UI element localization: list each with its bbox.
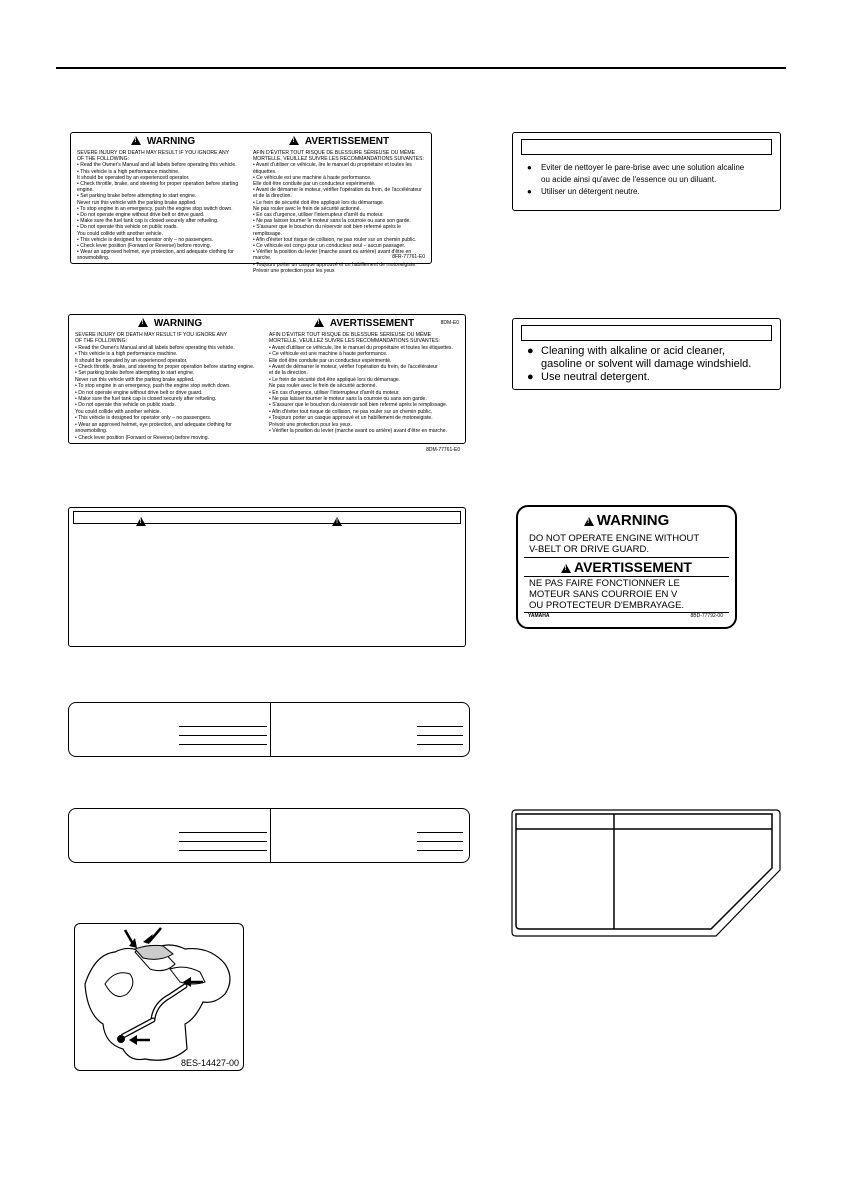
windshield-label-en [512, 318, 781, 390]
list-item: ● Eviter de nettoyer le pare-brise avec une solution alcaline ou acide ainsi qu'avec de l'essence ou un diluant. [527, 163, 745, 184]
warning-triangle-icon [584, 517, 594, 526]
blank-spec-label-1 [68, 702, 470, 757]
vbelt-warning-label [516, 505, 737, 629]
header-rule [56, 67, 786, 69]
label-1-avertissement-title: AVERTISSEMENT [304, 136, 390, 147]
label-header-bar [73, 511, 461, 524]
engine-illustration [75, 924, 243, 1070]
vbelt-avertissement-bar: !AVERTISSEMENT [524, 557, 729, 577]
warning-triangle-icon [289, 136, 299, 145]
blank-warning-label [68, 507, 466, 647]
blank-line [417, 744, 463, 745]
bullet-icon: ● [527, 163, 532, 172]
list-item: ● Use neutral detergent. [527, 371, 650, 383]
blank-line [417, 850, 463, 851]
label-1-body [75, 150, 427, 274]
column-divider [270, 703, 271, 756]
blank-spec-label-2 [68, 808, 470, 863]
warning-triangle-icon [332, 517, 342, 526]
warning-triangle-icon [131, 136, 141, 145]
blank-line [179, 744, 267, 745]
warning-label-1 [70, 132, 432, 274]
vbelt-part-code: 8BD-77792-00 [690, 613, 723, 619]
bullet-icon: ● [527, 187, 532, 196]
label-2-body [73, 332, 461, 441]
blank-line [179, 832, 267, 833]
warning-triangle-icon [314, 318, 324, 327]
vbelt-french-text: NE PAS FAIRE FONCTIONNER LE MOTEUR SANS COURROIE EN V OU PROTECTEUR D'EMBRAYAGE. [529, 578, 685, 611]
blank-line [179, 850, 267, 851]
bullet-icon: ● [527, 371, 534, 383]
warning-label-2 [68, 314, 466, 444]
blank-line [179, 841, 267, 842]
engine-figure [74, 923, 244, 1071]
label-2-top-code: 8DM-E0 [440, 320, 459, 326]
blank-line [417, 735, 463, 736]
label-1-part-code: 8FR-77761-E0 [392, 254, 425, 260]
label-2-english-text: SEVERE INJURY OR DEATH MAY RESULT IF YOU IGNORE ANY OF THE FOLLOWING: • Read the Owner's Manual and all labels before operating this vehicle. • This vehicle is a high performance machine. It should be operated by an experienced operator. • Check throttle, brake, and steering for proper operation before starting engine. • Set parking brake before attempting to start engine. Never run this vehicle with the parking brake applied. • To stop engine in an emergency, push the engine stop switch down. • Do not operate engine without drive belt or drive guard. • Make sure the fuel tank cap is closed securely after refueling. • Do not operate this vehicle on public roads. You could collide with another vehicle. • This vehicle is designed for operator only – no passengers. • Wear an approved helmet, eye protection, and adequate clothing for snowmobiling. • Check lever position (Forward or Reverse) before moving. [75, 332, 255, 441]
label-header-blank [521, 139, 772, 155]
blank-table-label [510, 808, 782, 940]
blank-line [417, 841, 463, 842]
windshield-fr-list [527, 162, 772, 198]
label-2-avertissement-title: AVERTISSEMENT [329, 318, 415, 329]
label-2-french-text: AFIN D'ÉVITER TOUT RISQUE DE BLESSURE SÉRIEUSE OU MÊME MORTELLE, VEUILLEZ SUIVRE LES RECOMMANDATIONS SUIVANTES: • Avant d'utiliser ce véhicule, lire le manuel du propriétaire et toutes les étiquettes. • Ce véhicule est une machine à haute performance. Elle doit être conduite par un conducteur expérimenté. • Avant de démarrer le moteur, vérifier l'opération du frein, de l'accélérateur et de la direction. • Le frein de sécurité doit être appliqué lors du démarrage. Ne pas rouler avec le frein de sécurité actionné. • En cas d'urgence, utiliser l'interrupteur d'arrêt du moteur. • Ne pas laisser tourner le moteur sans la courroie ou sans son garde. • S'assurer que le bouchon du réservoir soit bien refermé après le remplissage. • Afin d'éviter tout risque de collision, ne pas rouler sur un chemin public. • Toujours porter un casque approuvé et un habillement de motoneigiste. Prévoir une protection pour les yeux. • Vérifier la position du levier (marche avant ou arrière) avant d'être en marche. [269, 332, 453, 435]
label-1-warning-title: WARNING [146, 136, 196, 147]
label-header-blank [521, 325, 772, 341]
brand-logo: YAMAHA [528, 613, 550, 619]
blank-line [179, 726, 267, 727]
vbelt-english-text: DO NOT OPERATE ENGINE WITHOUT V-BELT OR DRIVE GUARD. [529, 533, 700, 555]
blank-line [417, 832, 463, 833]
blank-line [179, 735, 267, 736]
label-2-part-code: 8DM-77761-E0 [426, 447, 460, 453]
label-1-header [75, 136, 427, 148]
label-2-warning-title: WARNING [153, 318, 203, 329]
blank-line [417, 726, 463, 727]
windshield-label-fr [512, 132, 781, 211]
label-2-header [73, 318, 461, 330]
label-1-english-text: SEVERE INJURY OR DEATH MAY RESULT IF YOU IGNORE ANY OF THE FOLLOWING: • Read the Owner's Manual and all labels before operating this vehicle. • This vehicle is a high performance machine. It should be operated by an experienced operator. • Check throttle, brake, and steering for proper operation before starting engine. • Set parking brake before attempting to start engine. Never run this vehicle with the parking brake applied. • To stop engine in an emergency, push the engine stop switch down. • Do not operate engine without drive belt or drive guard. • Make sure the fuel tank cap is closed securely after refueling. • Do not operate this vehicle on public roads. You could collide with another vehicle. • This vehicle is designed for operator only – no passengers. • Check lever position (Forward or Reverse) before moving. • Wear an approved helmet, eye protection, and adequate clothing for snowmobiling. [77, 150, 239, 262]
windshield-en-list [527, 345, 776, 384]
list-item: ● Utiliser un détergent neutre. [527, 187, 640, 196]
label-1-french-text: AFIN D'ÉVITER TOUT RISQUE DE BLESSURE SÉRIEUSE OU MÊME MORTELLE, VEUILLEZ SUIVRE LES RECOMMANDATIONS SUIVANTES: • Avant d'utiliser ce véhicule, lire le manuel du propriétaire et toutes les étiquettes. • Ce véhicule est une machine à haute performance. Elle doit être conduite par un conducteur expérimenté. • Avant de démarrer le moteur, vérifier l'opération du frein, de l'accélérateur et de la direction. • Le frein de sécurité doit être appliqué lors du démarrage. Ne pas rouler avec le frein de sécurité actionné. • En cas d'urgence, utiliser l'interrupteur d'arrêt du moteur. • Ne pas laisser tourner le moteur sans la courroie ou sans son garde. • S'assurer que le bouchon du réservoir soit bien refermé après le remplissage. • Afin d'éviter tout risque de collision, ne pas rouler sur un chemin public. • Ce véhicule est conçu pour un conducteur seul – aucun passager. • Vérifier la position du levier (marche avant ou arrière) avant d'être en marche. • Toujours porter un casque approuvé et un habillement de motoneigiste. Prévoir une protection pour les yeux [253, 150, 424, 274]
column-divider [270, 809, 271, 862]
bullet-icon: ● [527, 345, 534, 357]
list-item: ● Cleaning with alkaline or acid cleaner, gasoline or solvent will damage windshield. [527, 345, 752, 370]
warning-triangle-icon [136, 517, 146, 526]
figure-part-code: 8ES-14427-00 [180, 1058, 239, 1068]
warning-triangle-icon [138, 318, 148, 327]
warning-triangle-icon [561, 564, 571, 573]
vbelt-warning-title: !WARNING [518, 512, 735, 529]
